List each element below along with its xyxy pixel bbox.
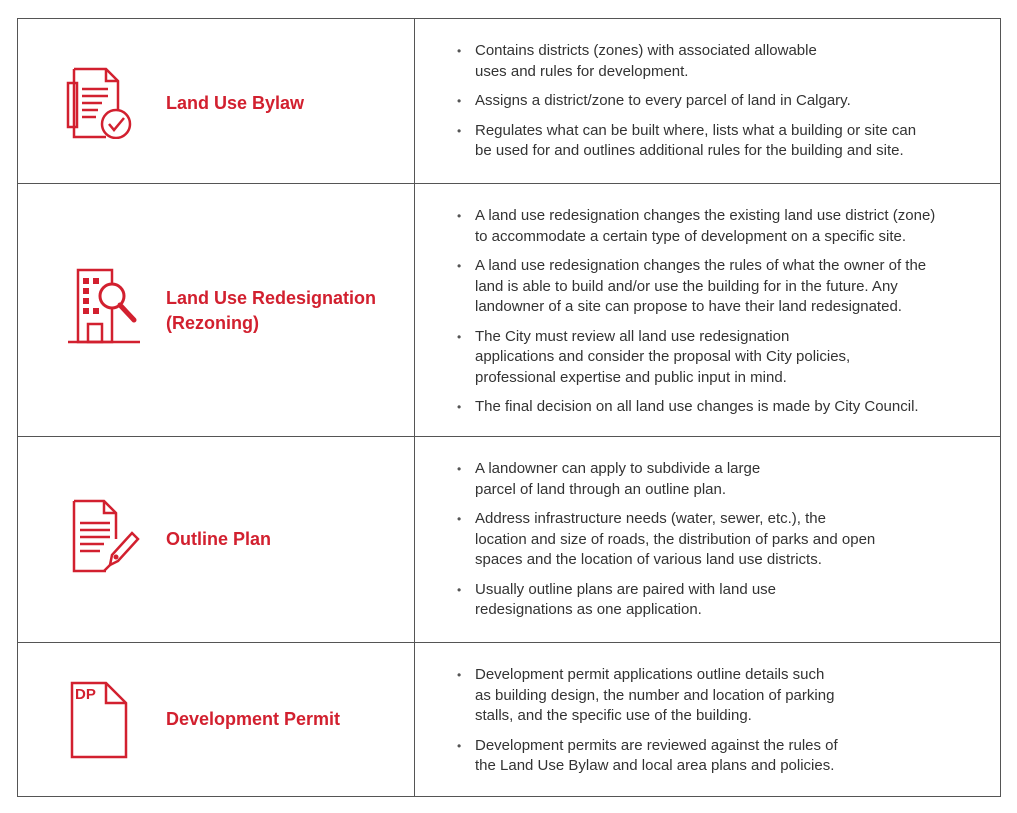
row-title: Outline Plan — [166, 529, 272, 549]
table-row — [18, 437, 1000, 643]
row-details-cell — [415, 437, 1000, 642]
row-title: Development Permit — [166, 709, 341, 729]
list-item: • Assigns a district/zone to every parcel of land in Calgary. — [457, 91, 980, 112]
list-item: • Development permit applications outline details such as building design, the number and location of parking stalls, and the specific use of the building. — [457, 665, 980, 727]
list-item: • A land use redesignation changes the existing land use district (zone) to accommodate a certain type of development on a specific site. — [457, 206, 980, 247]
list-item: • A landowner can apply to subdivide a large parcel of land through an outline plan. — [457, 459, 980, 500]
list-item: • Address infrastructure needs (water, sewer, etc.), the location and size of roads, the distribution of parks and open spaces and the location of various land use districts. — [457, 509, 980, 571]
row-details-cell — [415, 184, 1000, 436]
document-check-icon — [66, 67, 138, 139]
list-item: • Usually outline plans are paired with land use redesignations as one application. — [457, 580, 980, 621]
row-details-cell — [415, 643, 1000, 796]
list-item: • Development permits are reviewed against the rules of the Land Use Bylaw and local area plans and policies. — [457, 736, 980, 777]
list-item: • A land use redesignation changes the rules of what the owner of the land is able to build and/or use the building for in the future. Any landowner of a site can propose to have their land redesignated. — [457, 256, 980, 318]
row-label-cell — [18, 643, 415, 796]
document-pen-icon — [70, 499, 142, 575]
table-row — [18, 184, 1000, 437]
row-label-cell — [18, 184, 415, 436]
bullet-list — [457, 206, 980, 418]
row-title: Land Use Bylaw — [166, 93, 305, 113]
list-item: • Contains districts (zones) with associated allowable uses and rules for development. — [457, 41, 980, 82]
dp-document-icon — [70, 681, 130, 759]
dp-label: DP — [75, 686, 96, 703]
row-details-cell — [415, 19, 1000, 183]
building-magnifier-icon — [68, 268, 142, 344]
list-item: • The final decision on all land use changes is made by City Council. — [457, 397, 980, 418]
bullet-list — [457, 41, 980, 162]
table-row — [18, 19, 1000, 184]
list-item: • Regulates what can be built where, lists what a building or site can be used for and outlines additional rules for the building and site. — [457, 121, 980, 162]
row-label-cell — [18, 19, 415, 183]
bullet-list — [457, 665, 980, 777]
list-item: • The City must review all land use redesignation applications and consider the proposal with City policies, professional expertise and public input in mind. — [457, 327, 980, 389]
table-row — [18, 643, 1000, 797]
land-use-table — [17, 18, 1001, 797]
bullet-list — [457, 459, 980, 621]
row-title: Land Use Redesignation (Rezoning) — [166, 288, 377, 333]
row-label-cell — [18, 437, 415, 642]
